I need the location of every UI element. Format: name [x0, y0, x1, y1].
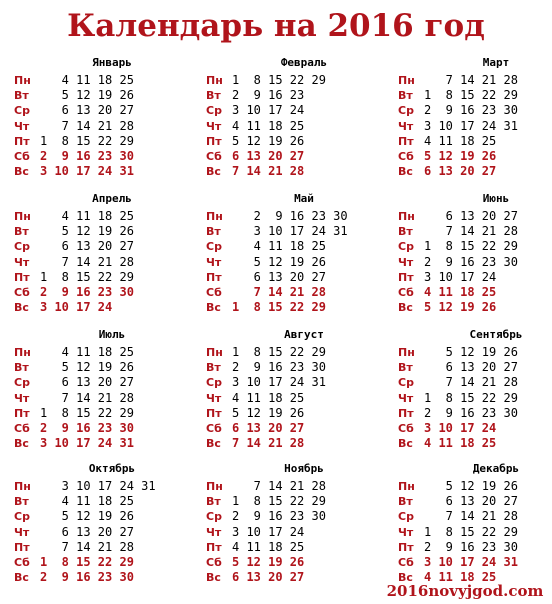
day-numbers: 3 10 17 24 — [232, 103, 305, 118]
month-block — [398, 462, 552, 594]
day-numbers: 5 12 19 26 — [232, 405, 305, 420]
day-numbers: 1 8 15 22 29 — [232, 494, 326, 509]
weekday-label: Ср — [14, 510, 30, 524]
weekday-label: Пн — [206, 480, 223, 493]
day-numbers: 7 14 21 28 — [424, 224, 518, 239]
month-block — [206, 192, 376, 324]
day-row — [398, 555, 552, 570]
month-block — [14, 192, 184, 324]
day-row — [206, 570, 381, 585]
day-numbers: 5 12 19 26 — [40, 360, 134, 375]
weekday-label: Сб — [398, 150, 414, 163]
weekday-label: Ср — [206, 510, 222, 524]
day-numbers: 4 11 18 25 — [40, 345, 134, 359]
day-row — [398, 360, 552, 375]
weekday-label: Ср — [14, 104, 30, 118]
day-row — [398, 285, 552, 300]
weekday-label: Вт — [206, 225, 221, 239]
day-numbers: 1 8 15 22 29 — [232, 73, 326, 87]
day-row — [398, 134, 552, 149]
weekday-label: Вс — [398, 165, 413, 179]
month-name: Январь — [92, 56, 132, 69]
day-numbers: 2 9 16 23 — [232, 88, 305, 103]
weekday-label: Сб — [398, 422, 414, 435]
weekday-label: Чт — [206, 525, 222, 539]
weekday-label: Пт — [206, 270, 222, 284]
weekday-label: Пт — [206, 134, 222, 148]
weekday-label: Вт — [206, 89, 221, 103]
day-row — [398, 255, 552, 270]
day-numbers: 1 8 15 22 29 — [424, 239, 518, 254]
month-block — [398, 56, 552, 188]
day-numbers: 6 13 20 27 — [424, 164, 497, 179]
day-row — [206, 406, 381, 421]
day-row — [398, 540, 552, 555]
day-numbers: 6 13 20 27 — [232, 421, 305, 435]
day-numbers: 4 11 18 25 — [232, 390, 305, 405]
day-row — [14, 555, 189, 570]
month-name: Апрель — [92, 192, 132, 205]
day-numbers: 4 11 18 25 — [424, 133, 497, 148]
month-block — [14, 56, 184, 188]
month-name: Июнь — [482, 192, 510, 205]
day-numbers: 1 8 15 22 29 — [232, 345, 326, 359]
day-numbers: 3 10 17 24 — [424, 269, 497, 284]
weekday-label: Пт — [398, 406, 414, 420]
day-row — [14, 300, 189, 315]
day-row — [206, 494, 381, 509]
day-numbers: 7 14 21 28 — [40, 118, 134, 133]
day-numbers: 6 13 20 27 — [40, 524, 134, 539]
weekday-label: Вс — [206, 571, 221, 585]
day-numbers: 3 10 17 24 31 — [424, 555, 518, 569]
day-numbers: 6 13 20 27 — [40, 375, 134, 390]
day-row — [206, 239, 381, 254]
weekday-label: Чт — [14, 525, 30, 539]
day-row — [14, 73, 189, 88]
day-row — [14, 119, 189, 134]
weekday-label: Чт — [398, 255, 414, 269]
day-row — [206, 479, 381, 494]
day-row — [206, 88, 381, 103]
weekday-label: Пн — [14, 74, 31, 87]
weekday-label: Сб — [206, 150, 222, 163]
day-numbers: 6 13 20 27 — [232, 149, 305, 163]
weekday-label: Чт — [206, 255, 222, 269]
day-numbers: 5 12 19 26 — [424, 345, 518, 359]
weekday-label: Ср — [398, 510, 414, 524]
weekday-label: Ср — [14, 376, 30, 390]
day-row — [206, 345, 381, 360]
day-numbers: 2 9 16 23 30 — [40, 285, 134, 299]
weekday-label: Вс — [14, 165, 29, 179]
weekday-label: Пн — [398, 210, 415, 223]
day-row — [14, 345, 189, 360]
day-numbers: 7 14 21 28 — [40, 254, 134, 269]
weekday-label: Пт — [398, 270, 414, 284]
day-row — [398, 224, 552, 239]
day-row — [206, 119, 381, 134]
day-row — [206, 540, 381, 555]
day-numbers: 2 9 16 23 30 — [424, 539, 518, 554]
day-row — [398, 525, 552, 540]
day-row — [14, 391, 189, 406]
weekday-label: Пт — [398, 134, 414, 148]
day-row — [14, 421, 189, 436]
day-numbers: 4 11 18 25 — [40, 494, 134, 509]
day-numbers: 4 11 18 25 — [424, 436, 497, 451]
month-name: Октябрь — [88, 462, 136, 475]
weekday-label: Вс — [206, 301, 221, 315]
day-row — [206, 224, 381, 239]
weekday-label: Ср — [398, 104, 414, 118]
weekday-label: Пт — [206, 406, 222, 420]
month-block — [206, 328, 376, 460]
month-block — [398, 328, 552, 460]
day-numbers: 7 14 21 28 — [232, 164, 305, 179]
weekday-label: Сб — [206, 556, 222, 569]
month-block — [206, 56, 376, 188]
day-numbers: 1 8 15 22 29 — [40, 555, 134, 569]
weekday-label: Ср — [206, 104, 222, 118]
weekday-label: Пн — [398, 480, 415, 493]
day-row — [14, 239, 189, 254]
day-row — [398, 149, 552, 164]
day-row — [14, 509, 189, 524]
day-numbers: 6 13 20 27 — [424, 209, 518, 223]
weekday-label: Чт — [14, 255, 30, 269]
month-name: Май — [294, 192, 314, 205]
day-numbers: 1 8 15 22 29 — [40, 405, 134, 420]
day-numbers: 4 11 18 25 — [40, 209, 134, 223]
day-numbers: 3 10 17 24 — [424, 421, 497, 435]
day-row — [206, 134, 381, 149]
day-numbers: 1 8 15 22 29 — [40, 269, 134, 284]
month-name: Сентябрь — [469, 328, 523, 341]
day-row — [206, 391, 381, 406]
weekday-label: Чт — [398, 525, 414, 539]
weekday-label: Сб — [14, 556, 30, 569]
day-numbers: 4 11 18 25 — [424, 285, 497, 299]
weekday-label: Ср — [206, 240, 222, 254]
weekday-label: Вт — [398, 361, 413, 375]
day-row — [206, 360, 381, 375]
day-row — [398, 73, 552, 88]
day-row — [206, 270, 381, 285]
month-block — [398, 192, 552, 324]
month-name: Декабрь — [472, 462, 520, 475]
day-numbers: 4 11 18 25 — [232, 118, 305, 133]
weekday-label: Вт — [398, 495, 413, 509]
day-numbers: 2 9 16 23 30 — [232, 209, 348, 223]
weekday-label: Пт — [398, 540, 414, 554]
day-numbers: 3 10 17 24 31 — [40, 436, 134, 451]
day-numbers: 7 14 21 28 — [424, 509, 518, 524]
weekday-label: Пн — [14, 210, 31, 223]
day-numbers: 2 9 16 23 30 — [232, 509, 326, 524]
weekday-label: Пн — [398, 346, 415, 359]
day-numbers: 3 10 17 24 31 — [232, 224, 348, 239]
day-row — [206, 509, 381, 524]
day-row — [14, 375, 189, 390]
day-numbers: 2 9 16 23 30 — [40, 149, 134, 163]
day-numbers: 2 9 16 23 30 — [40, 421, 134, 435]
day-row — [206, 209, 381, 224]
weekday-label: Пт — [14, 134, 30, 148]
weekday-label: Вт — [206, 361, 221, 375]
day-numbers: 5 12 19 26 — [424, 300, 497, 315]
day-row — [398, 239, 552, 254]
day-numbers: 1 8 15 22 29 — [40, 133, 134, 148]
day-row — [398, 119, 552, 134]
day-row — [398, 406, 552, 421]
day-numbers: 6 13 20 27 — [40, 239, 134, 254]
day-numbers: 3 10 17 24 — [40, 300, 113, 315]
day-row — [206, 255, 381, 270]
day-row — [14, 406, 189, 421]
day-row — [14, 285, 189, 300]
weekday-label: Вс — [398, 571, 413, 585]
day-row — [398, 164, 552, 179]
day-numbers: 5 12 19 26 — [40, 88, 134, 103]
day-row — [14, 224, 189, 239]
weekday-label: Вс — [14, 571, 29, 585]
day-numbers: 7 14 21 28 — [424, 375, 518, 390]
weekday-label: Чт — [206, 391, 222, 405]
day-row — [206, 73, 381, 88]
weekday-label: Вс — [398, 301, 413, 315]
weekday-label: Пн — [398, 74, 415, 87]
day-row — [398, 88, 552, 103]
weekday-label: Сб — [14, 286, 30, 299]
day-numbers: 7 14 21 28 — [232, 479, 326, 493]
weekday-label: Пт — [14, 540, 30, 554]
day-row — [206, 103, 381, 118]
day-numbers: 1 8 15 22 29 — [424, 390, 518, 405]
day-row — [398, 391, 552, 406]
day-numbers: 3 10 17 24 31 — [232, 375, 326, 390]
day-row — [14, 540, 189, 555]
day-row — [14, 164, 189, 179]
weekday-label: Пн — [206, 210, 223, 223]
day-numbers: 6 13 20 27 — [424, 360, 518, 375]
day-numbers: 1 8 15 22 29 — [424, 524, 518, 539]
day-row — [206, 555, 381, 570]
day-numbers: 1 8 15 22 29 — [232, 300, 326, 315]
day-row — [14, 360, 189, 375]
day-numbers: 5 12 19 26 — [232, 133, 305, 148]
day-row — [206, 525, 381, 540]
weekday-label: Чт — [14, 119, 30, 133]
day-numbers: 2 9 16 23 30 — [424, 405, 518, 420]
day-row — [398, 436, 552, 451]
day-numbers: 6 13 20 27 — [232, 269, 326, 284]
weekday-label: Вт — [14, 495, 29, 509]
weekday-label: Пн — [14, 480, 31, 493]
day-numbers: 4 11 18 25 — [40, 73, 134, 87]
weekday-label: Ср — [14, 240, 30, 254]
weekday-label: Сб — [398, 556, 414, 569]
day-numbers: 6 13 20 27 — [424, 494, 518, 509]
day-row — [398, 345, 552, 360]
day-row — [14, 270, 189, 285]
day-numbers: 3 10 17 24 31 — [40, 164, 134, 179]
day-numbers: 6 13 20 27 — [40, 103, 134, 118]
weekday-label: Вт — [14, 225, 29, 239]
day-row — [14, 103, 189, 118]
day-numbers: 7 14 21 28 — [40, 390, 134, 405]
day-numbers: 4 11 18 25 — [232, 539, 305, 554]
day-row — [398, 494, 552, 509]
day-numbers: 2 9 16 23 30 — [40, 570, 134, 585]
day-row — [14, 436, 189, 451]
weekday-label: Вт — [14, 89, 29, 103]
month-name: Июль — [98, 328, 126, 341]
day-numbers: 2 9 16 23 30 — [424, 254, 518, 269]
day-numbers: 4 11 18 25 — [424, 570, 497, 585]
weekday-label: Сб — [206, 422, 222, 435]
weekday-label: Вс — [14, 437, 29, 451]
day-row — [206, 300, 381, 315]
day-numbers: 3 10 17 24 — [232, 524, 305, 539]
day-numbers: 3 10 17 24 31 — [424, 118, 518, 133]
day-numbers: 1 8 15 22 29 — [424, 88, 518, 103]
day-row — [398, 300, 552, 315]
day-numbers: 7 14 21 28 — [424, 73, 518, 87]
day-numbers: 7 14 21 28 — [40, 539, 134, 554]
day-row — [14, 149, 189, 164]
day-row — [14, 570, 189, 585]
weekday-label: Вс — [14, 301, 29, 315]
day-numbers: 5 12 19 26 — [424, 479, 518, 493]
site-watermark: 2016novyjgod.com — [386, 582, 544, 600]
day-row — [398, 103, 552, 118]
month-name: Ноябрь — [284, 462, 324, 475]
month-name: Февраль — [280, 56, 328, 69]
weekday-label: Вс — [206, 165, 221, 179]
weekday-label: Чт — [14, 391, 30, 405]
weekday-label: Пт — [14, 406, 30, 420]
day-row — [206, 421, 381, 436]
weekday-label: Сб — [206, 286, 222, 299]
day-numbers: 2 9 16 23 30 — [232, 360, 326, 375]
day-numbers: 5 12 19 26 — [232, 555, 305, 569]
day-row — [206, 285, 381, 300]
month-block — [14, 462, 184, 594]
weekday-label: Вт — [398, 89, 413, 103]
weekday-label: Пн — [206, 74, 223, 87]
weekday-label: Чт — [206, 119, 222, 133]
weekday-label: Вт — [206, 495, 221, 509]
weekday-label: Пн — [14, 346, 31, 359]
day-row — [206, 164, 381, 179]
day-row — [14, 255, 189, 270]
day-row — [398, 509, 552, 524]
month-block — [206, 462, 376, 594]
day-row — [14, 494, 189, 509]
weekday-label: Сб — [14, 422, 30, 435]
day-numbers: 3 10 17 24 31 — [40, 479, 156, 493]
month-block — [14, 328, 184, 460]
day-numbers: 6 13 20 27 — [232, 570, 305, 585]
day-row — [398, 209, 552, 224]
weekday-label: Чт — [398, 119, 414, 133]
weekday-label: Вт — [398, 225, 413, 239]
day-numbers: 2 9 16 23 30 — [424, 103, 518, 118]
weekday-label: Ср — [206, 376, 222, 390]
day-row — [206, 375, 381, 390]
weekday-label: Пт — [206, 540, 222, 554]
weekday-label: Чт — [398, 391, 414, 405]
day-row — [398, 270, 552, 285]
page-title: Календарь на 2016 год — [67, 8, 485, 44]
weekday-label: Вс — [398, 437, 413, 451]
day-numbers: 5 12 19 26 — [40, 509, 134, 524]
day-row — [14, 479, 189, 494]
day-numbers: 4 11 18 25 — [232, 239, 326, 254]
day-numbers: 5 12 19 26 — [424, 149, 497, 163]
day-row — [206, 436, 381, 451]
weekday-label: Пт — [14, 270, 30, 284]
day-row — [398, 479, 552, 494]
weekday-label: Пн — [206, 346, 223, 359]
day-numbers: 7 14 21 28 — [232, 285, 326, 299]
month-name: Март — [482, 56, 510, 69]
weekday-label: Ср — [398, 376, 414, 390]
day-numbers: 5 12 19 26 — [232, 254, 326, 269]
day-row — [206, 149, 381, 164]
weekday-label: Сб — [14, 150, 30, 163]
day-numbers: 5 12 19 26 — [40, 224, 134, 239]
weekday-label: Вс — [206, 437, 221, 451]
day-numbers: 7 14 21 28 — [232, 436, 305, 451]
day-row — [14, 88, 189, 103]
weekday-label: Ср — [398, 240, 414, 254]
day-row — [14, 525, 189, 540]
weekday-label: Вт — [14, 361, 29, 375]
day-row — [398, 421, 552, 436]
day-row — [398, 375, 552, 390]
month-name: Август — [284, 328, 324, 341]
day-row — [14, 209, 189, 224]
weekday-label: Сб — [398, 286, 414, 299]
day-row — [14, 134, 189, 149]
